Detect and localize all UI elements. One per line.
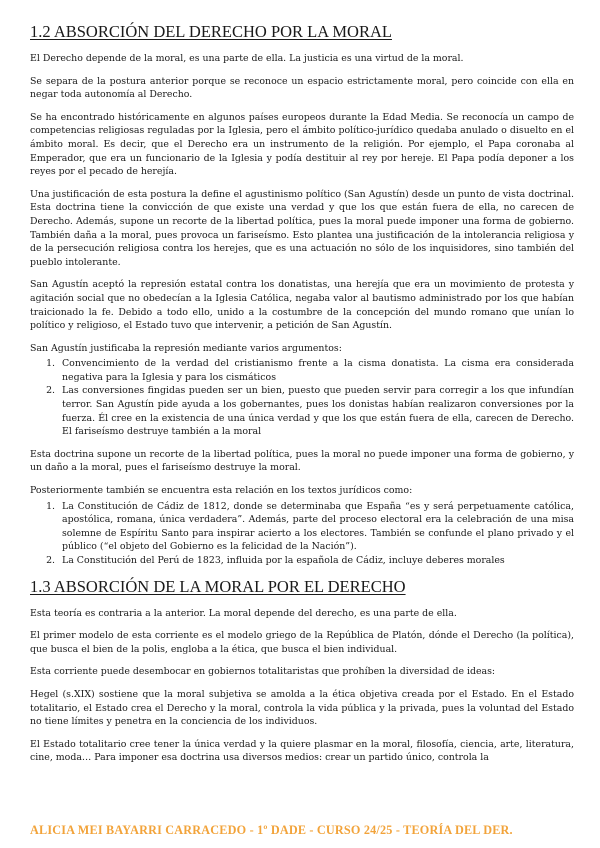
paragraph: Se separa de la postura anterior porque se reconoce un espacio estrictamente moral, pero coincide con ella en negar toda autonomía al Derecho. bbox=[30, 75, 574, 101]
legal-texts-list bbox=[30, 500, 574, 568]
paragraph: Esta doctrina supone un recorte de la libertad política, pues la moral no puede imponer una forma de gobierno, y un daño a la moral, pues el fariseísmo destruye la moral. bbox=[30, 448, 574, 474]
paragraph: El primer modelo de esta corriente es el modelo griego de la República de Platón, dónde el Derecho (la política), que busca el bien de la polis, engloba a la ética, que busca el bien individual. bbox=[30, 630, 574, 655]
list-item: 2. Las conversiones fingidas pueden ser un bien, puesto que pueden servir para corregir a los que infundían terror. San Agustín pide ayuda a los gobernantes, pues los donistas habían realizaron conversiones por la fuerza. Él cree en la existencia de una única verdad y que los que están fuera de ella, carecen de Derecho. El fariseísmo destruye también a la moral bbox=[58, 384, 574, 438]
arguments-list bbox=[30, 357, 574, 439]
paragraph: Esta corriente puede desembocar en gobiernos totalitaristas que prohíben la diversidad de ideas: bbox=[30, 666, 496, 678]
page-footer: ALICIA MEI BAYARRI CARRACEDO - 1º DADE - CURSO 24/25 - TEORÍA DEL DER. bbox=[30, 823, 513, 837]
paragraph: El Derecho depende de la moral, es una parte de ella. La justicia es una virtud de la moral. bbox=[30, 53, 464, 64]
section-heading-1-3: 1.3 ABSORCIÓN DE LA MORAL POR EL DERECHO bbox=[30, 576, 406, 596]
paragraph: Hegel (s.XIX) sostiene que la moral subjetiva se amolda a la ética objetiva creada por el Estado. En el Estado totalitario, el Estado crea el Derecho y la moral, controla la vida pública y la privada, pues la voluntad del Estado no tiene límites y penetra en la conciencia de los individuos. bbox=[30, 688, 574, 728]
list-intro: Posteriormente también se encuentra esta relación en los textos jurídicos como: bbox=[30, 485, 413, 497]
paragraph: Una justificación de esta postura la define el agustinismo político (San Agustín) desde un punto de vista doctrinal. Esta doctrina tiene la convicción de que existe una verdad y que los que están fuera de ella, no carecen de Derecho. Además, supone un recorte de la libertad política, pues la moral puede imponer una forma de gobierno. También daña a la moral, pues provoca un fariseísmo. Esto plantea una justificación de la intolerancia religiosa y de la persecución religiosa contra los herejes, que es una actuación no sólo de los inquisidores, sino también del pueblo intolerante. bbox=[30, 188, 574, 268]
list-intro: San Agustín justificaba la represión mediante varios argumentos: bbox=[30, 342, 342, 354]
document-page bbox=[30, 22, 574, 774]
paragraph: San Agustín aceptó la represión estatal contra los donatistas, una herejía que era un movimiento de protesta y agitación social que no obedecían a la Iglesia Católica, negaba valor al bautismo administrado por los que habían traicionado la fe. Debido a todo ello, unido a la costumbre de la concepción del mundo romano que unían lo político y religioso, el Estado tuvo que intervenir, a petición de San Agustín. bbox=[30, 279, 574, 332]
list-item: 2. La Constitución del Perú de 1823, influida por la española de Cádiz, incluye deberes morales bbox=[58, 554, 574, 568]
paragraph: El Estado totalitario cree tener la única verdad y la quiere plasmar en la moral, filosofía, ciencia, arte, literatura, cine, moda… Para imponer esa doctrina usa diversos medios: crear un partido único, controla la bbox=[30, 738, 574, 764]
section-heading-1-2: 1.2 ABSORCIÓN DEL DERECHO POR LA MORAL bbox=[30, 22, 392, 41]
paragraph: Esta teoría es contraria a la anterior. La moral depende del derecho, es una parte de ella. bbox=[30, 607, 457, 619]
list-item: 1. La Constitución de Cádiz de 1812, donde se determinaba que España “es y será perpetuamente católica, apostólica, romana, única verdadera”. Además, parte del proceso electoral era la celebración de una misa solemne de Espíritu Santo para inspirar acierto a los electores. También se confunde el plano privado y el público (“el objeto del Gobierno es la felicidad de la Nación”). bbox=[58, 500, 574, 554]
list-item: 1. Convencimiento de la verdad del cristianismo frente a la cisma donatista. La cisma era considerada negativa para la Iglesia y para los cismáticos bbox=[58, 357, 574, 384]
paragraph: Se ha encontrado históricamente en algunos países europeos durante la Edad Media. Se reconocía un campo de competencias religiosas reguladas por la Iglesia, pero el ámbito político-jurídico quedaba anulado o disuelto en el ámbito moral. Es decir, que el Derecho era un instrumento de la religión. Por ejemplo, el Papa coronaba al Emperador, que era un funcionario de la Iglesia y podía destituir al rey por hereje. El Papa podía deponer a los reyes por el pecado de herejía. bbox=[30, 111, 574, 178]
